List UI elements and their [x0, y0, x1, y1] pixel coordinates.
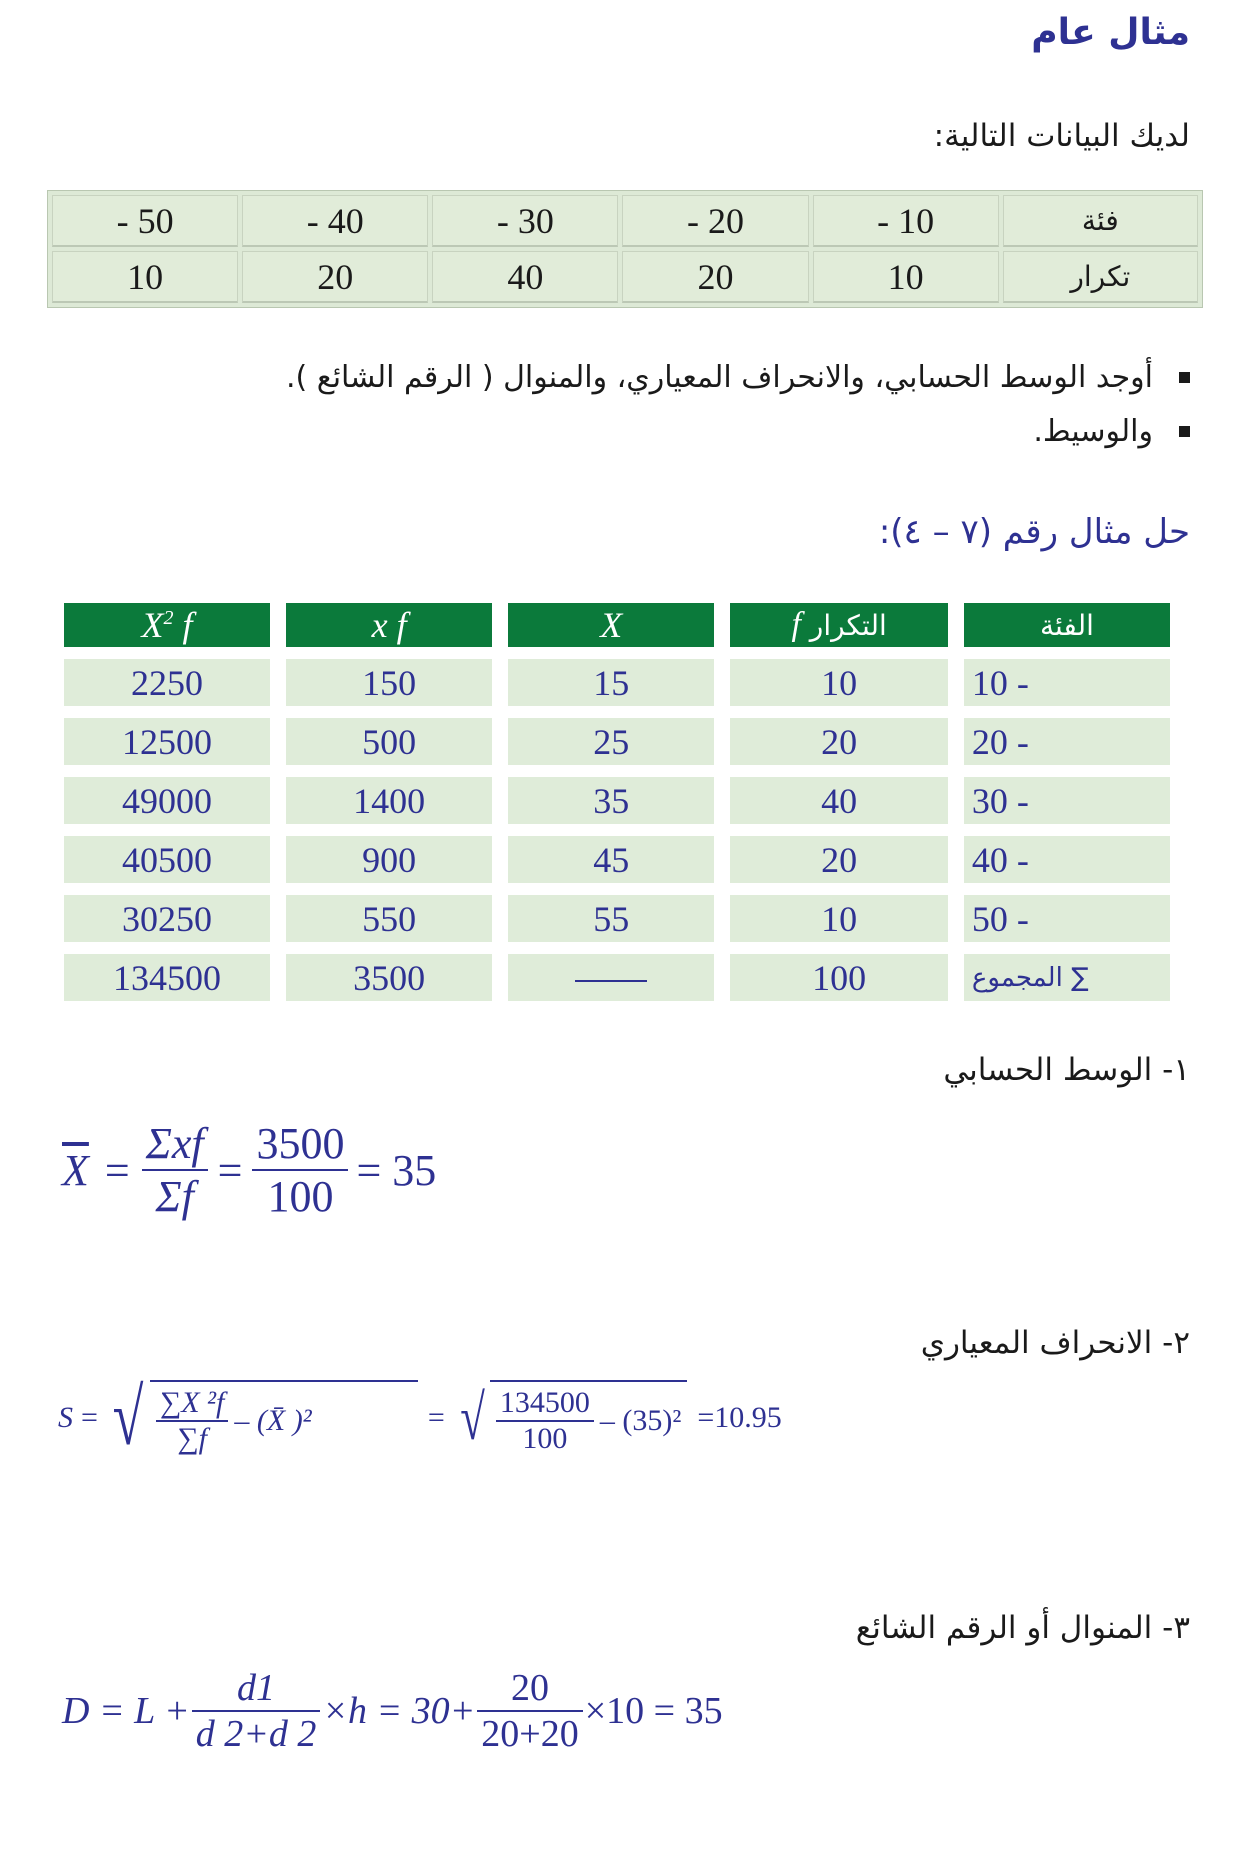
std-lhs: S — [58, 1401, 73, 1434]
mode-formula: D = L + $\frac{d1}{d 2+d 2}$ ×h = 30+ $\frac{20}{20+20}$ ×10 = 35 — [62, 1667, 723, 1755]
intro-text: لديك البيانات التالية: — [933, 118, 1190, 154]
mode-lhs: D = L + — [62, 1690, 190, 1732]
bullet-item — [286, 360, 1190, 395]
table-row — [64, 777, 1170, 824]
table-row — [64, 836, 1170, 883]
table-row — [52, 251, 1198, 303]
cell-xf: 1400 — [286, 777, 492, 824]
mode-fraction-symbolic: $\frac{d1}{d 2+d 2}$ — [192, 1666, 321, 1756]
class-cell: 10 - — [813, 195, 999, 247]
cell-x2f: 2250 — [64, 659, 270, 706]
cell-frequency: 10 — [730, 895, 948, 942]
table-row — [64, 659, 1170, 706]
header-x: X — [508, 603, 714, 647]
row-label-class: فئة — [1003, 195, 1198, 247]
solution-table — [48, 591, 1186, 1013]
cell-total-xf: 3500 — [286, 954, 492, 1001]
cell-total-label: ∑ المجموع — [964, 954, 1170, 1001]
bullet-item — [1033, 414, 1190, 449]
frequency-cell: 10 — [813, 251, 999, 303]
cell-xf: 900 — [286, 836, 492, 883]
mean-lhs: $\overline{X}$ — [62, 1145, 89, 1195]
data-table — [47, 190, 1203, 308]
cell-x: 45 — [508, 836, 714, 883]
mode-result: ×10 = 35 — [584, 1690, 723, 1732]
std-result: =10.95 — [697, 1401, 782, 1434]
class-cell: 50 - — [52, 195, 238, 247]
table-header-row — [64, 603, 1170, 647]
page-title: مثال عام — [1031, 12, 1190, 53]
cell-class: 30 - — [964, 777, 1170, 824]
header-class: الفئة — [964, 603, 1170, 647]
class-cell: 20 - — [622, 195, 808, 247]
frequency-cell: 10 — [52, 251, 238, 303]
cell-class: 50 - — [964, 895, 1170, 942]
mean-formula: $\overline{X}$ = $\frac{\text{Σxf}}{\Sigma f}$ = $\frac{3500}{100}$ = 35 — [62, 1119, 437, 1221]
bullet-square-icon — [1179, 372, 1190, 383]
bullet-square-icon — [1179, 426, 1190, 437]
table-total-row — [64, 954, 1170, 1001]
class-cell: 40 - — [242, 195, 428, 247]
mean-result: = 35 — [356, 1145, 437, 1195]
cell-total-x — [508, 954, 714, 1001]
frequency-cell: 40 — [432, 251, 618, 303]
cell-xf: 500 — [286, 718, 492, 765]
table-row — [52, 195, 1198, 247]
cell-x: 55 — [508, 895, 714, 942]
header-x2f: $X^2$ f — [64, 603, 270, 647]
bullet-text: أوجد الوسط الحسابي، والانحراف المعياري، والمنوال ( الرقم الشائع ). — [285, 360, 1153, 395]
cell-class: 10 - — [964, 659, 1170, 706]
cell-total-frequency: 100 — [730, 954, 948, 1001]
section-std-title: ٢- الانحراف المعياري — [920, 1325, 1190, 1361]
class-cell: 30 - — [432, 195, 618, 247]
cell-x: 35 — [508, 777, 714, 824]
cell-xf: 150 — [286, 659, 492, 706]
std-root-values: √ $\frac{134500}{100}$ – (35)² — [455, 1380, 688, 1456]
table-row — [64, 895, 1170, 942]
row-label-frequency: تكرار — [1003, 251, 1198, 303]
bullet-text: والوسيط. — [1033, 414, 1153, 449]
cell-class: 40 - — [964, 836, 1170, 883]
header-frequency: التكرار f — [730, 603, 948, 647]
cell-frequency: 20 — [730, 718, 948, 765]
cell-x: 15 — [508, 659, 714, 706]
cell-frequency: 10 — [730, 659, 948, 706]
table-row — [64, 718, 1170, 765]
mean-fraction-symbolic: $\frac{\text{Σxf}}{\Sigma f}$ — [142, 1118, 208, 1222]
cell-total-x2f: 134500 — [64, 954, 270, 1001]
mode-fraction-values: $\frac{20}{20+20}$ — [477, 1666, 582, 1756]
std-root-symbolic: √ $\frac{\text{∑X ²f}}{\sum f}$ – (X̄ )² — [106, 1378, 418, 1458]
cell-xf: 550 — [286, 895, 492, 942]
mean-fraction-values: $\frac{3500}{100}$ — [252, 1118, 348, 1222]
frequency-cell: 20 — [242, 251, 428, 303]
cell-x2f: 30250 — [64, 895, 270, 942]
cell-x: 25 — [508, 718, 714, 765]
cell-x2f: 40500 — [64, 836, 270, 883]
cell-frequency: 40 — [730, 777, 948, 824]
cell-class: 20 - — [964, 718, 1170, 765]
cell-x2f: 12500 — [64, 718, 270, 765]
header-xf: x f — [286, 603, 492, 647]
std-formula: S = √ $\frac{\text{∑X ²f}}{\sum f}$ – (X̄ )² = √ $\frac{134500}{100}$ – (35)² =10.95 — [58, 1374, 782, 1462]
solution-heading: حل مثال رقم (٧ – ٤): — [878, 512, 1190, 552]
section-mean-title: ١- الوسط الحسابي — [943, 1052, 1190, 1088]
cell-frequency: 20 — [730, 836, 948, 883]
frequency-cell: 20 — [622, 251, 808, 303]
cell-x2f: 49000 — [64, 777, 270, 824]
dash-line — [575, 980, 647, 982]
section-mode-title: ٣- المنوال أو الرقم الشائع — [855, 1610, 1190, 1646]
